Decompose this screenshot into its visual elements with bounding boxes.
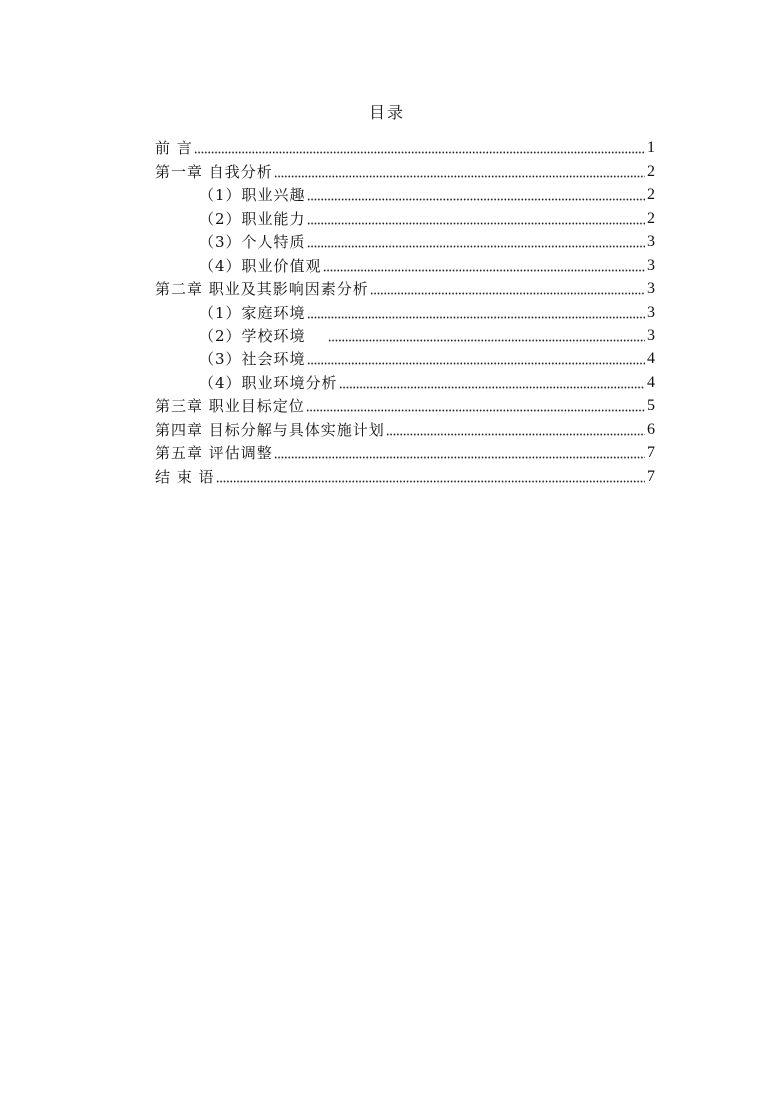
dot-leader	[370, 289, 645, 295]
toc-entry-label: 第三章 职业目标定位	[155, 397, 305, 416]
toc-entry	[155, 135, 655, 158]
toc-entry	[155, 346, 655, 369]
toc-entry-page: 4	[647, 373, 655, 391]
toc-entry-label: （4）职业价值观	[199, 256, 322, 275]
dot-leader	[386, 430, 645, 436]
toc-entry-page: 3	[647, 303, 655, 321]
toc-entry-label: （4）职业环境分析	[199, 373, 338, 392]
toc-entry-label: （1）职业兴趣	[199, 186, 306, 205]
toc-entry	[155, 416, 655, 439]
dot-leader	[307, 195, 645, 201]
toc-entry	[155, 205, 655, 228]
dot-leader	[194, 148, 645, 154]
toc-entry-page: 5	[647, 397, 655, 415]
toc-entry-label: 第二章 职业及其影响因素分析	[155, 280, 369, 299]
toc-entry	[155, 158, 655, 181]
dot-leader	[307, 242, 645, 248]
dot-leader	[306, 406, 645, 412]
toc-entry	[155, 323, 655, 346]
toc-entry-page: 1	[647, 139, 655, 157]
toc-entry-page: 2	[647, 209, 655, 227]
toc-entry	[155, 276, 655, 299]
dot-leader	[307, 219, 645, 225]
toc-entry-label: （2）学校环境	[199, 326, 306, 345]
dot-leader	[307, 313, 645, 319]
toc-entry-page: 4	[647, 350, 655, 368]
toc-entry	[155, 393, 655, 416]
toc-entry-page: 3	[647, 326, 655, 344]
toc-entry-page: 7	[647, 444, 655, 462]
dot-leader	[274, 453, 645, 459]
toc-entry-label: 第四章 目标分解与具体实施计划	[155, 420, 385, 439]
toc-entry-label: 第五章 评估调整	[155, 444, 273, 463]
toc-entry	[155, 299, 655, 322]
dot-leader	[323, 266, 645, 272]
toc-entry-label: 第一章 自我分析	[155, 162, 273, 181]
toc-entry-page: 3	[647, 280, 655, 298]
toc-entry-label: （1）家庭环境	[199, 303, 306, 322]
toc-entry-page: 3	[647, 233, 655, 251]
toc-entry-page: 2	[647, 186, 655, 204]
toc-entry-label: （3）社会环境	[199, 350, 306, 369]
dot-leader	[339, 383, 645, 389]
toc-entry-page: 3	[647, 256, 655, 274]
toc-entry	[155, 229, 655, 252]
toc-title: 目录	[368, 103, 405, 122]
toc-entry	[155, 463, 655, 486]
toc-entry	[155, 252, 655, 275]
toc-entry-label: 结 束 语	[155, 467, 215, 486]
toc-entry-label: 前 言	[155, 139, 193, 158]
toc-entry-page: 2	[647, 162, 655, 180]
dot-leader	[328, 336, 645, 342]
toc-entry-page: 7	[647, 467, 655, 485]
dot-leader	[307, 359, 645, 365]
toc-entry	[155, 440, 655, 463]
toc-entry	[155, 182, 655, 205]
dot-leader	[216, 477, 645, 483]
toc-entry-label: （3）个人特质	[199, 233, 306, 252]
table-of-contents	[155, 135, 655, 487]
toc-entry-label: （2）职业能力	[199, 209, 306, 228]
dot-leader	[274, 172, 645, 178]
toc-entry-page: 6	[647, 420, 655, 438]
toc-entry	[155, 369, 655, 392]
